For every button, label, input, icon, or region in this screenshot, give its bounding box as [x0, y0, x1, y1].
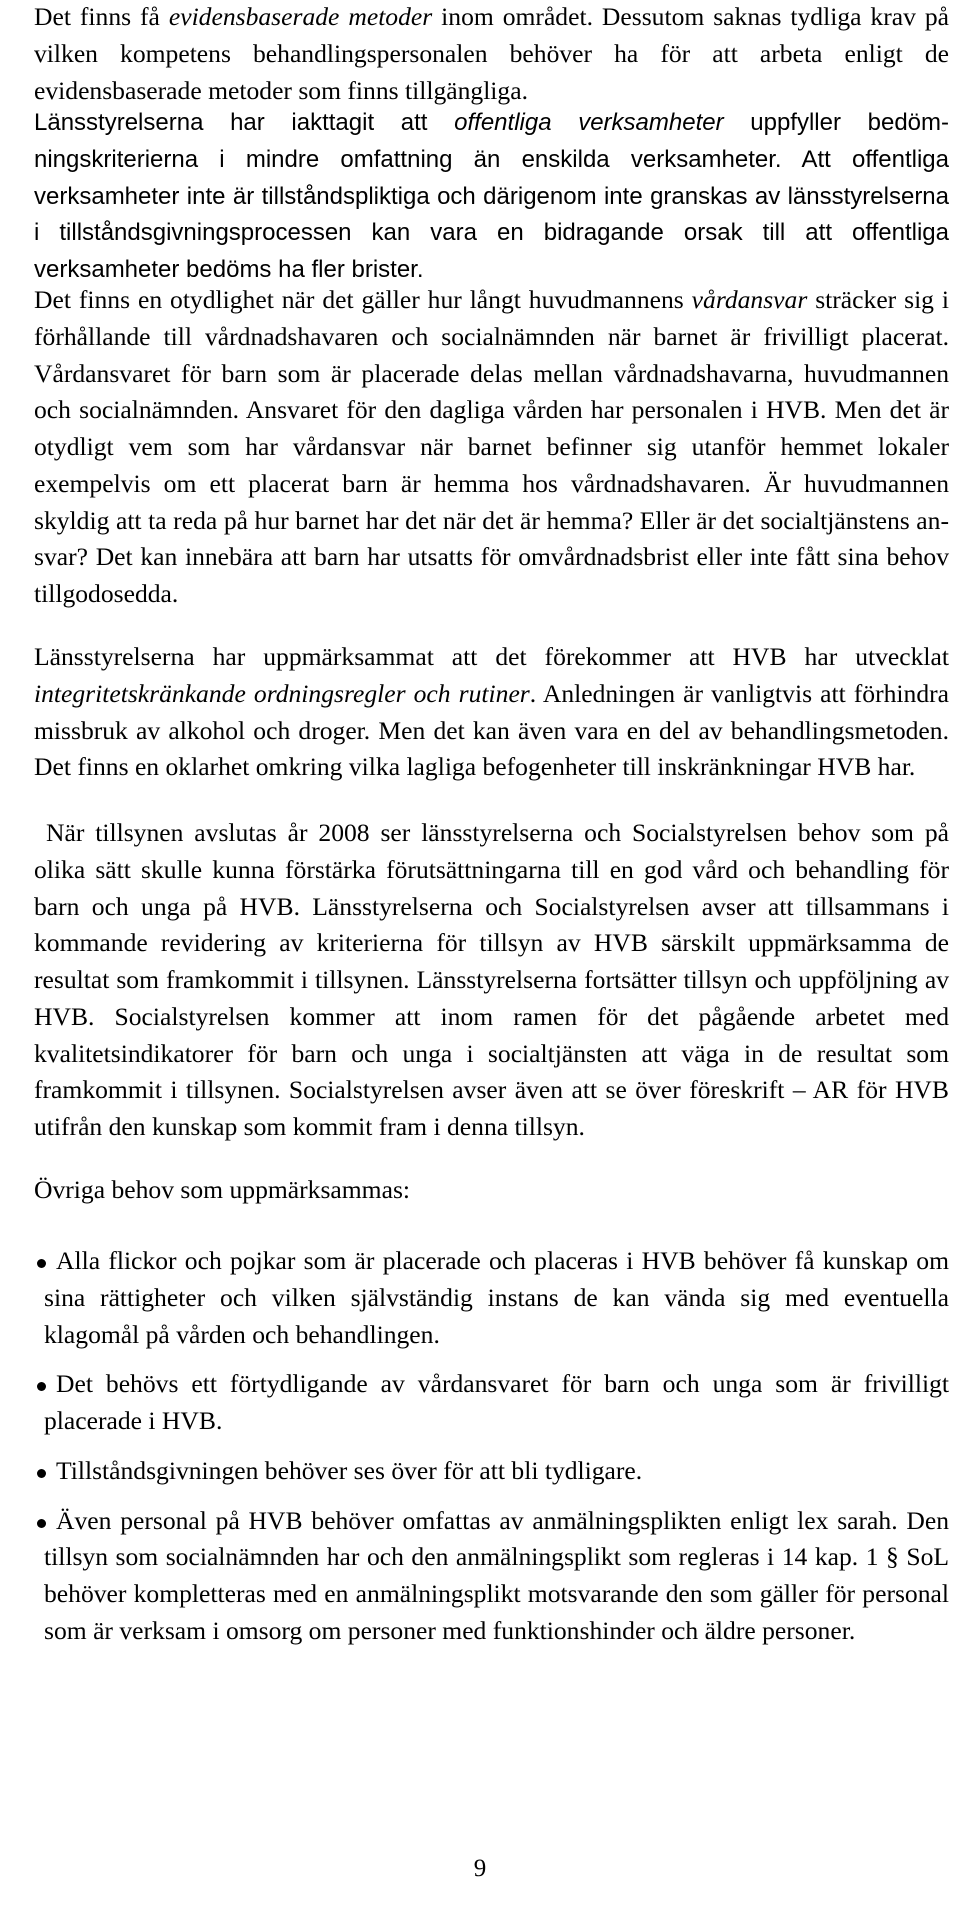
- list-item: [34, 1243, 949, 1353]
- bullet-icon: [37, 1519, 46, 1528]
- paragraph-text: Länsstyrelserna har iakttagit att: [34, 109, 455, 136]
- paragraph-other-needs-heading: Övriga behov som uppmärksammas:: [34, 1175, 411, 1204]
- paragraph-care-responsibility: [34, 282, 949, 613]
- list-item-text: Tillståndsgivningen behöver ses över för att bli tydligare.: [56, 1455, 643, 1485]
- list-item-text: Även personal på HVB behöver omfattas av anmälningsplikten enligt lex sarah. Den tillsyn som socialnämnden har och den anmälningsplikt som regleras i 14 kap. 1 § SoL behöver kompletteras med en anmälningsplikt motsvarande den som gäller för personal som är verksam i omsorg om personer med funktionshinder och äldre personer.: [44, 1505, 949, 1645]
- list-item: [34, 1366, 949, 1440]
- paragraph-text: sträcker sig i förhållande till vårdnadshavaren och socialnämnden när barnet är frivilligt placerat. Vårdansvaret för barn som är placerade delas mellan vårdnadshavarna, huvudmannen och socialnämnden. Ansvaret för den dagliga vården har personalen i HVB. Men det är otydligt vem som har vårdansvar när barnet befinner sig utanför hemmet lokaler exempelvis om ett placerat barn är hemma hos vårdnadshavaren. Är huvudmannen skyldig att ta reda på hur barnet har det när det är hemma? Eller är det socialtjänstens ansvar? Det kan innebära att barn har utsatts för omvårdnadsbrist eller inte fått sina behov tillgodosedda.: [34, 285, 949, 608]
- bullet-icon: [37, 1259, 46, 1268]
- list-item: [34, 1503, 949, 1650]
- list-item: [34, 1453, 949, 1490]
- paragraph-public-operations: [34, 105, 949, 289]
- paragraph-house-rules: [34, 639, 949, 786]
- emphasis-text: evidensbaserade metoder: [168, 2, 433, 31]
- emphasis-text: offentliga verksamheter: [454, 109, 724, 136]
- needs-list: [34, 1243, 949, 1650]
- list-item-text: Det behövs ett förtydligande av vårdansvaret för barn och unga som är frivilligt placerade i HVB.: [44, 1369, 949, 1435]
- paragraph-text: uppfyller bedömningskriterierna i mindre omfattning än enskilda verksamheter. Att offentliga verksamheter inte är tillståndspliktiga och därigenom inte granskas av länsstyrelserna i tillståndsgivningsprocessen kan vara en bidragande orsak till att offentliga verksamheter bedöms ha fler brister.: [34, 109, 950, 283]
- emphasis-text: vårdansvar: [691, 285, 808, 314]
- paragraph-text: Det finns få: [34, 2, 169, 31]
- paragraph-conclusion: När tillsynen avslutas år 2008 ser länsstyrelserna och Socialstyrelsen behov som på olika sätt skulle kunna förstärka förutsättningarna till en god vård och behandling för barn och unga på HVB. Länsstyrelserna och Socialstyrelsen avser att tillsammans i kommande revidering av kriterierna för tillsyn av HVB särskilt uppmärksamma de resultat som framkommit i tillsynen. Länsstyrelserna fortsätter tillsyn och uppföljning av HVB. Socialstyrelsen kommer att inom ramen för det pågående arbetet med kvalitetsindikatorer för barn och unga i socialtjänsten att väga in de resultat som framkommit i tillsynen. Socialstyrelsen avser även att se över föreskrift – AR för HVB utifrån den kunskap som kommit fram i denna tillsyn.: [34, 818, 949, 1141]
- paragraph-text: Länsstyrelserna har uppmärksammat att det förekommer att HVB har utvecklat: [34, 642, 949, 671]
- paragraph-text: inom området. Dessutom saknas tydliga krav på vilken kompetens behandlingspersonalen behöver ha för att arbeta enligt de evidensbaserade metoder som finns tillgängliga.: [34, 2, 949, 105]
- paragraph-text: Det finns en otydlighet när det gäller hur långt huvudmannens: [34, 285, 692, 314]
- paragraph-evidence-methods: [34, 0, 949, 109]
- emphasis-text: integritetskränkande ordningsregler och rutiner: [34, 678, 530, 708]
- page-number: 9: [473, 1855, 487, 1882]
- paragraph-text: . Anledningen är vanligtvis att förhindra missbruk av alkohol och droger. Men det kan även vara en del av behandlingsmetoden. Det finns en oklarhet omkring vilka lagliga befogenheter till inskränkningar HVB har.: [34, 678, 949, 782]
- bullet-icon: [37, 1469, 46, 1478]
- list-item-text: Alla flickor och pojkar som är placerade och placeras i HVB behöver få kunskap om sina rättigheter och vilken självständig instans de kan vända sig med eventuella klagomål på vården och behandlingen.: [44, 1246, 949, 1349]
